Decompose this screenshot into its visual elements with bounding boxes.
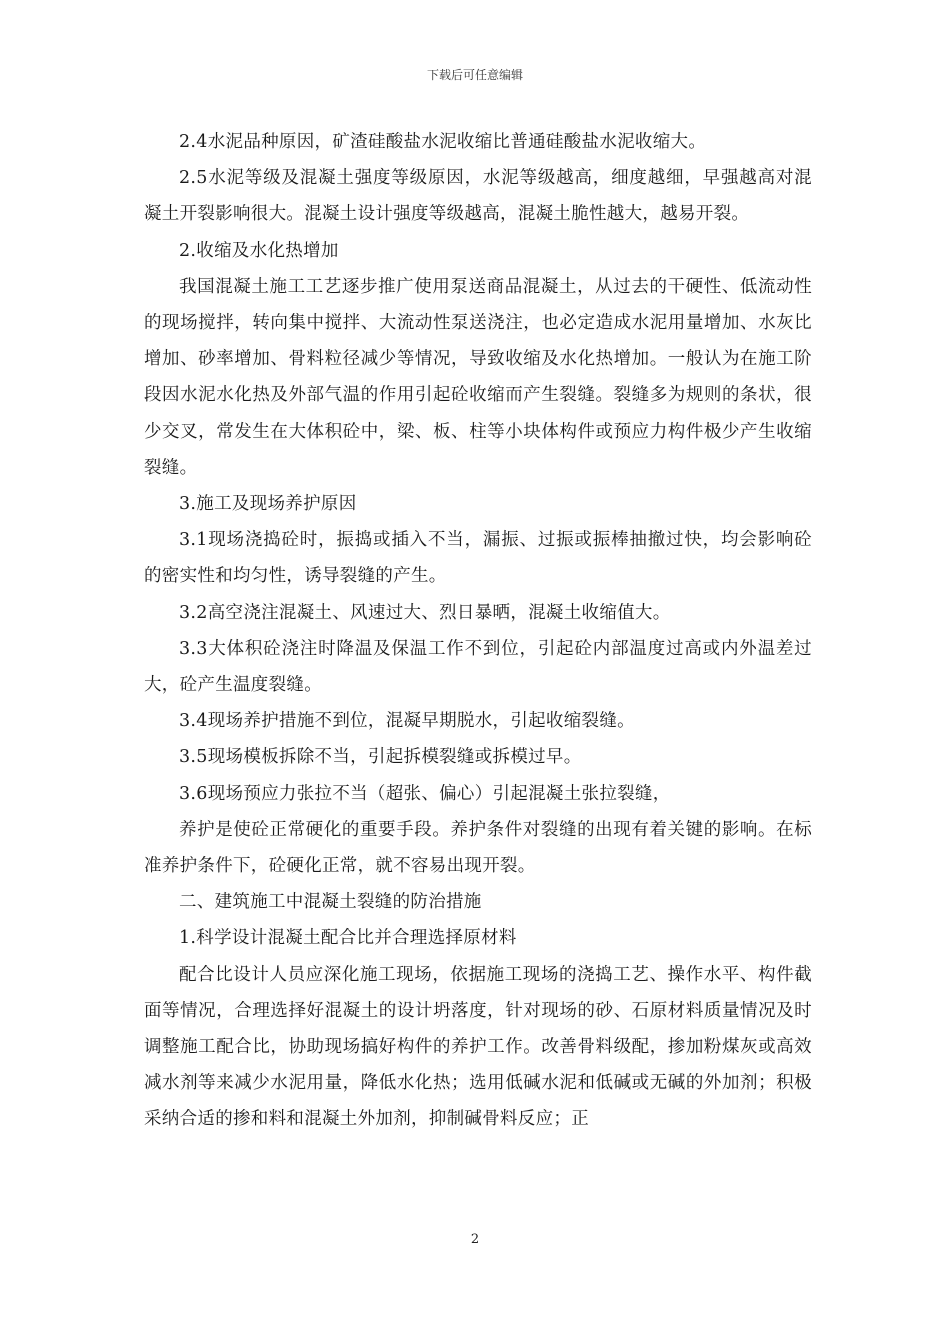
section-heading: 二、建筑施工中混凝土裂缝的防治措施 — [179, 892, 482, 913]
paragraph: 3.5现场模板拆除不当，引起拆模裂缝或拆模过早。 — [179, 747, 582, 768]
paragraph: 3.3大体积砼浇注时降温及保温工作不到位，引起砼内部温度过高或内外温差过大，砼产生温度裂缝。 — [144, 638, 812, 696]
section-heading: 2.收缩及水化热增加 — [179, 240, 339, 261]
paragraph: 3.4现场养护措施不到位，混凝早期脱水，引起收缩裂缝。 — [179, 711, 635, 732]
subsection-heading: 1.科学设计混凝土配合比并合理选择原材料 — [179, 928, 517, 949]
document-body — [144, 124, 812, 1138]
paragraph: 3.1现场浇捣砼时，振捣或插入不当，漏振、过振或振棒抽撤过快，均会影响砼的密实性和均匀性，诱导裂缝的产生。 — [144, 530, 812, 587]
page-number: 2 — [470, 1232, 480, 1247]
paragraph: 配合比设计人员应深化施工现场，依据施工现场的浇捣工艺、操作水平、构件截面等情况，合理选择好混凝土的设计坍落度，针对现场的砂、石原材料质量情况及时调整施工配合比，协助现场搞好构件的养护工作。改善骨料级配，掺加粉煤灰或高效减水剂等来减少水泥用量，降低水化热；选用低碱水泥和低碱或无碱的外加剂；积极采纳合适的掺和料和混凝土外加剂，抑制碱骨料反应；正 — [144, 964, 812, 1130]
section-heading: 3.施工及现场养护原因 — [179, 494, 357, 515]
page-header: 下载后可任意编辑 — [426, 68, 523, 82]
paragraph: 3.6现场预应力张拉不当（超张、偏心）引起混凝土张拉裂缝， — [179, 783, 671, 804]
paragraph: 我国混凝土施工工艺逐步推广使用泵送商品混凝土，从过去的干硬性、低流动性的现场搅拌，转向集中搅拌、大流动性泵送浇注，也必定造成水泥用量增加、水灰比增加、砂率增加、骨料粒径减少等情况，导致收缩及水化热增加。一般认为在施工阶段因水泥水化热及外部气温的作用引起砼收缩而产生裂缝。裂缝多为规则的条状，很少交叉，常发生在大体积砼中，梁、板、柱等小块体构件或预应力构件极少产生收缩裂缝。 — [144, 276, 812, 478]
paragraph: 2.4水泥品种原因，矿渣硅酸盐水泥收缩比普通硅酸盐水泥收缩大。 — [179, 132, 707, 152]
paragraph: 3.2高空浇注混凝土、风速过大、烈日暴晒，混凝土收缩值大。 — [179, 602, 671, 623]
paragraph: 养护是使砼正常硬化的重要手段。养护条件对裂缝的出现有着关键的影响。在标准养护条件下，砼硬化正常，就不容易出现开裂。 — [144, 819, 812, 877]
paragraph: 2.5水泥等级及混凝土强度等级原因，水泥等级越高，细度越细，早强越高对混凝土开裂影响很大。混凝土设计强度等级越高，混凝土脆性越大，越易开裂。 — [144, 168, 812, 225]
